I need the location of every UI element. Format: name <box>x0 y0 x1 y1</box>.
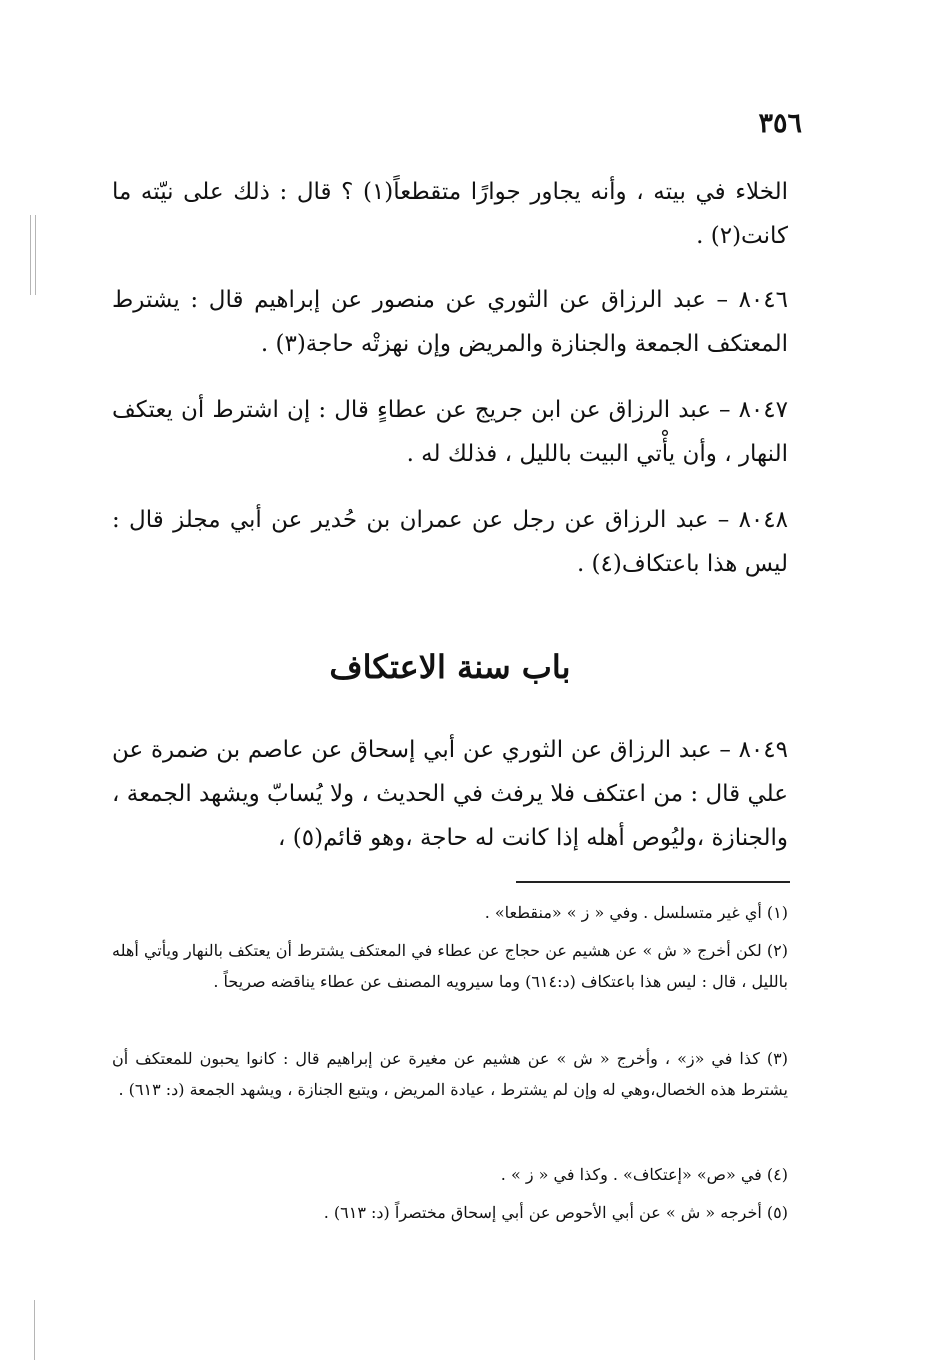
scan-margin-line <box>30 215 31 295</box>
page-number: ٣٥٦ <box>758 108 802 139</box>
footnote-2: (٢) لكن أخرج « ش » عن هشيم عن حجاج عن عطاء في المعتكف يشترط أن يعتكف بالنهار ويأتي أهله بالليل ، قال : ليس هذا باعتكاف (د:٦١٤) وما سيرويه المصنف عن عطاء يناقضه صريحاً . <box>112 941 788 991</box>
footnote-5: (٥) أخرجه « ش » عن أبي الأحوص عن أبي إسحاق مختصراً (د: ٦١٣) . <box>323 1203 788 1222</box>
hadith-8049: ٨٠٤٩ – عبد الرزاق عن الثوري عن أبي إسحاق عن عاصم بن ضمرة عن علي قال : من اعتكف فلا يرفث في الحديث ، ولا يُسابّ ويشهد الجمعة ، والجنازة ،وليُوص أهله إذا كانت له حاجة ،وهو قائم(٥) ، <box>112 737 788 851</box>
footnote-separator <box>516 881 790 883</box>
footnote-3: (٣) كذا في «ز» ، وأخرج « ش » عن هشيم عن مغيرة عن إبراهيم قال : كانوا يحبون للمعتكف أن يشترط هذه الخصال،وهي له وإن لم يشترط ، عيادة المريض ، ويتبع الجنازة ، ويشهد الجمعة (د: ٦١٣) . <box>112 1049 788 1099</box>
hadith-8048: ٨٠٤٨ – عبد الرزاق عن رجل عن عمران بن حُدير عن أبي مجلز قال : ليس هذا باعتكاف(٤) . <box>112 507 788 577</box>
footnote-4: (٤) في «ص» «إعتكاف» . وكذا في « ز » . <box>500 1165 788 1184</box>
chapter-title: باب سنة الاعتكاف <box>329 648 571 686</box>
scan-margin-line <box>34 1300 35 1360</box>
scan-margin-line <box>35 215 36 295</box>
hadith-8046: ٨٠٤٦ – عبد الرزاق عن الثوري عن منصور عن إبراهيم قال : يشترط المعتكف الجمعة والجنازة والمريض وإن نهزتْه حاجة(٣) . <box>112 287 788 357</box>
hadith-8047: ٨٠٤٧ – عبد الرزاق عن ابن جريج عن عطاءٍ قال : إن اشترط أن يعتكف النهار ، وأن يأْتي البيت بالليل ، فذلك له . <box>112 397 788 467</box>
continuation-paragraph: الخلاء في بيته ، وأنه يجاور جوارًا متقطعاً(١) ؟ قال : ذلك على نيّته ما كانت(٢) . <box>112 179 789 249</box>
footnote-1: (١) أي غير متسلسل . وفي « ز » «منقطعا» . <box>484 903 788 922</box>
